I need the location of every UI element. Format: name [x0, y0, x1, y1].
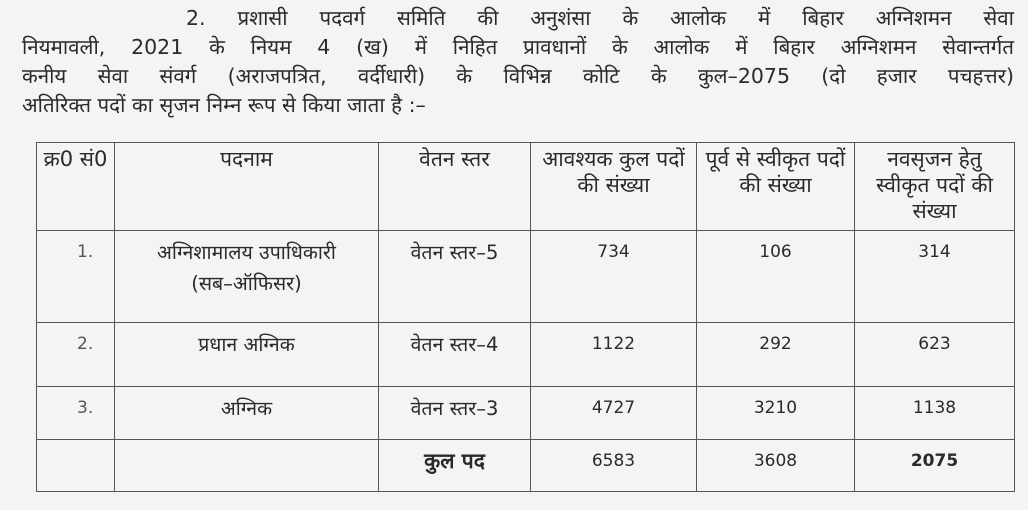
cell-required: 4727	[531, 387, 697, 440]
cell-required: 734	[531, 231, 697, 323]
table-total-row	[37, 440, 1015, 492]
paragraph-line: 2. प्रशासी पदवर्ग समिति की अनुशंसा के आलोक में बिहार अग्निशमन सेवा	[186, 6, 1014, 30]
table-row	[37, 231, 1015, 323]
header-new-posts: नवसृजन हेतु स्वीकृत पदों की संख्या	[855, 143, 1015, 231]
cell-pay-level: वेतन स्तर–4	[379, 323, 531, 387]
cell-serial: 3.	[37, 387, 115, 440]
cell-designation: अग्निक	[115, 387, 379, 440]
paragraph-line: नियमावली, 2021 के नियम 4 (ख) में निहित प्रावधानों के आलोक में बिहार अग्निशमन सेवान्तर्गत	[22, 35, 1014, 59]
header-sanctioned-posts: पूर्व से स्वीकृत पदों की संख्या	[697, 143, 855, 231]
cell-new: 314	[855, 231, 1015, 323]
intro-paragraph	[22, 4, 1014, 120]
cell-pay-level: वेतन स्तर–3	[379, 387, 531, 440]
posts-table	[36, 142, 1015, 492]
header-designation: पदनाम	[115, 143, 379, 231]
cell-new: 1138	[855, 387, 1015, 440]
table-header-row	[37, 143, 1015, 231]
cell-empty	[37, 440, 115, 492]
total-new: 2075	[855, 440, 1015, 492]
paragraph-line: कनीय सेवा संवर्ग (अराजपत्रित, वर्दीधारी) के विभिन्न कोटि के कुल–2075 (दो हजार पचहत्तर)	[22, 64, 1014, 88]
cell-sanctioned: 292	[697, 323, 855, 387]
cell-sanctioned: 106	[697, 231, 855, 323]
cell-designation: अग्निशामालय उपाधिकारी (सब–ऑफिसर)	[115, 231, 379, 323]
cell-sanctioned: 3210	[697, 387, 855, 440]
header-required-posts: आवश्यक कुल पदों की संख्या	[531, 143, 697, 231]
cell-serial: 1.	[37, 231, 115, 323]
cell-pay-level: वेतन स्तर–5	[379, 231, 531, 323]
cell-serial: 2.	[37, 323, 115, 387]
table-row	[37, 323, 1015, 387]
total-sanctioned: 3608	[697, 440, 855, 492]
total-required: 6583	[531, 440, 697, 492]
header-serial: क्र0 सं0	[37, 143, 115, 231]
paragraph-line: अतिरिक्त पदों का सृजन निम्न रूप से किया जाता है :–	[22, 93, 426, 117]
header-pay-level: वेतन स्तर	[379, 143, 531, 231]
cell-designation: प्रधान अग्निक	[115, 323, 379, 387]
cell-required: 1122	[531, 323, 697, 387]
cell-new: 623	[855, 323, 1015, 387]
cell-empty	[115, 440, 379, 492]
total-label: कुल पद	[379, 440, 531, 492]
table-row	[37, 387, 1015, 440]
